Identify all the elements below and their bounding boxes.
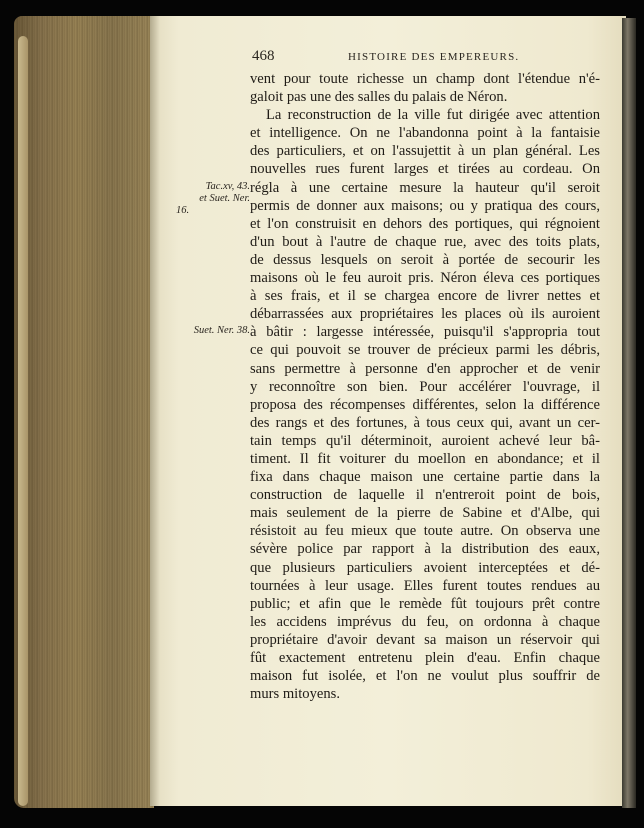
text-line: vent pour toute richesse un champ dont l'étendue n'é- bbox=[250, 71, 600, 87]
text-line: timent. Il fit voiturer du moellon en abondance; et il bbox=[250, 450, 600, 467]
book-page-edges bbox=[14, 16, 154, 808]
text-line: mais seulement de la pierre de Sabine et d'Albe, qui bbox=[250, 505, 600, 522]
text-line: public; et afin que le remède fût toujours prêt contre bbox=[250, 595, 600, 612]
paragraph-start-line: La reconstruction de la ville fut dirigée avec attention bbox=[266, 107, 600, 124]
text-line: galoit pas une des salles du palais de Néron. bbox=[250, 89, 508, 106]
text-line: y reconnoître son bien. Pour accélérer l'ouvrage, il bbox=[250, 378, 600, 395]
text-line: maisons où le feu auroit pris. Néron éleva ces portiques bbox=[250, 270, 600, 287]
gutter-shadow bbox=[150, 16, 160, 806]
text-line: des rangs et des fortunes, à tous ceux qui, avant un cer- bbox=[250, 414, 600, 431]
page-header bbox=[252, 50, 600, 68]
next-page-edge bbox=[622, 18, 636, 808]
text-line: des particuliers, et on l'assujettit à un plan général. Les bbox=[250, 143, 600, 160]
text-line: fixa dans chaque maison une certaine partie dans la bbox=[250, 469, 600, 486]
margin-note-suetonius bbox=[176, 325, 250, 337]
text-line: résistoit au feu mieux que toute autre. On observa une bbox=[250, 523, 600, 540]
text-line: à ses frais, et il se chargea encore de livrer nettes et bbox=[250, 288, 600, 305]
text-line: tain temps qu'il déterminoit, auroient achevé leur bâ- bbox=[250, 432, 600, 449]
text-line: tournées à leur usage. Elles furent toutes rendues au bbox=[250, 577, 600, 594]
text-line: les accidens imprévus du feu, on ordonna à chaque bbox=[250, 613, 600, 630]
text-line: fût exactement entretenu plein d'eau. Enfin chaque bbox=[250, 650, 600, 666]
text-line: ce qui pouvoit se trouver de précieux parmi les débris, bbox=[250, 342, 600, 359]
text-line: régla à une certaine mesure la hauteur qu'il seroit bbox=[250, 179, 600, 196]
margin-note-line: Suet. Ner. 38. bbox=[193, 325, 250, 336]
text-line: et intelligence. On ne l'abandonna point à la fantaisie bbox=[250, 125, 600, 142]
text-line: construction de laquelle il n'entreroit point de bois, bbox=[250, 487, 600, 504]
page-number: 468 bbox=[252, 48, 275, 64]
text-line: nouvelles rues furent larges et tirées au cordeau. On bbox=[250, 161, 600, 178]
text-line: proposa des récompenses différentes, selon la différence bbox=[250, 396, 600, 413]
text-line: que plusieurs particuliers avoient interceptées et dé- bbox=[250, 559, 600, 576]
book-spine-rim bbox=[18, 36, 28, 806]
margin-note-line: et Suet. Ner. bbox=[199, 193, 250, 204]
running-head: HISTOIRE DES EMPEREURS. bbox=[348, 51, 520, 63]
text-line: propriétaire d'avoir devant sa maison un réservoir qui bbox=[250, 631, 600, 648]
margin-note-tacitus bbox=[176, 181, 250, 217]
text-line: débarrassées aux propriétaires les places où ils auroient bbox=[250, 306, 600, 323]
text-line: à bâtir : largesse intéressée, puisqu'il s'appropria tout bbox=[250, 324, 600, 341]
text-line: d'un bout à l'autre de chaque rue, avec des toits plats, bbox=[250, 233, 600, 250]
text-line: permis de donner aux maisons; ou y pratiqua des cours, bbox=[250, 197, 600, 214]
text-line: de dessus lesquels on seroit à portée de secourir les bbox=[250, 251, 600, 268]
text-line: sans permettre à personne d'en approcher et de venir bbox=[250, 360, 600, 377]
text-line: et l'on construisit en dehors des portiques, qui régnoient bbox=[250, 215, 600, 232]
margin-note-line: Tac.xv, 43. bbox=[205, 181, 250, 192]
margin-note-line: 16. bbox=[176, 205, 190, 216]
text-line: murs mitoyens. bbox=[250, 686, 340, 703]
text-line: sévère police par rapport à la distribution des eaux, bbox=[250, 541, 600, 558]
body-text bbox=[250, 70, 600, 703]
text-line: maison fut isolée, et l'on ne voulut plus souffrir de bbox=[250, 668, 600, 685]
